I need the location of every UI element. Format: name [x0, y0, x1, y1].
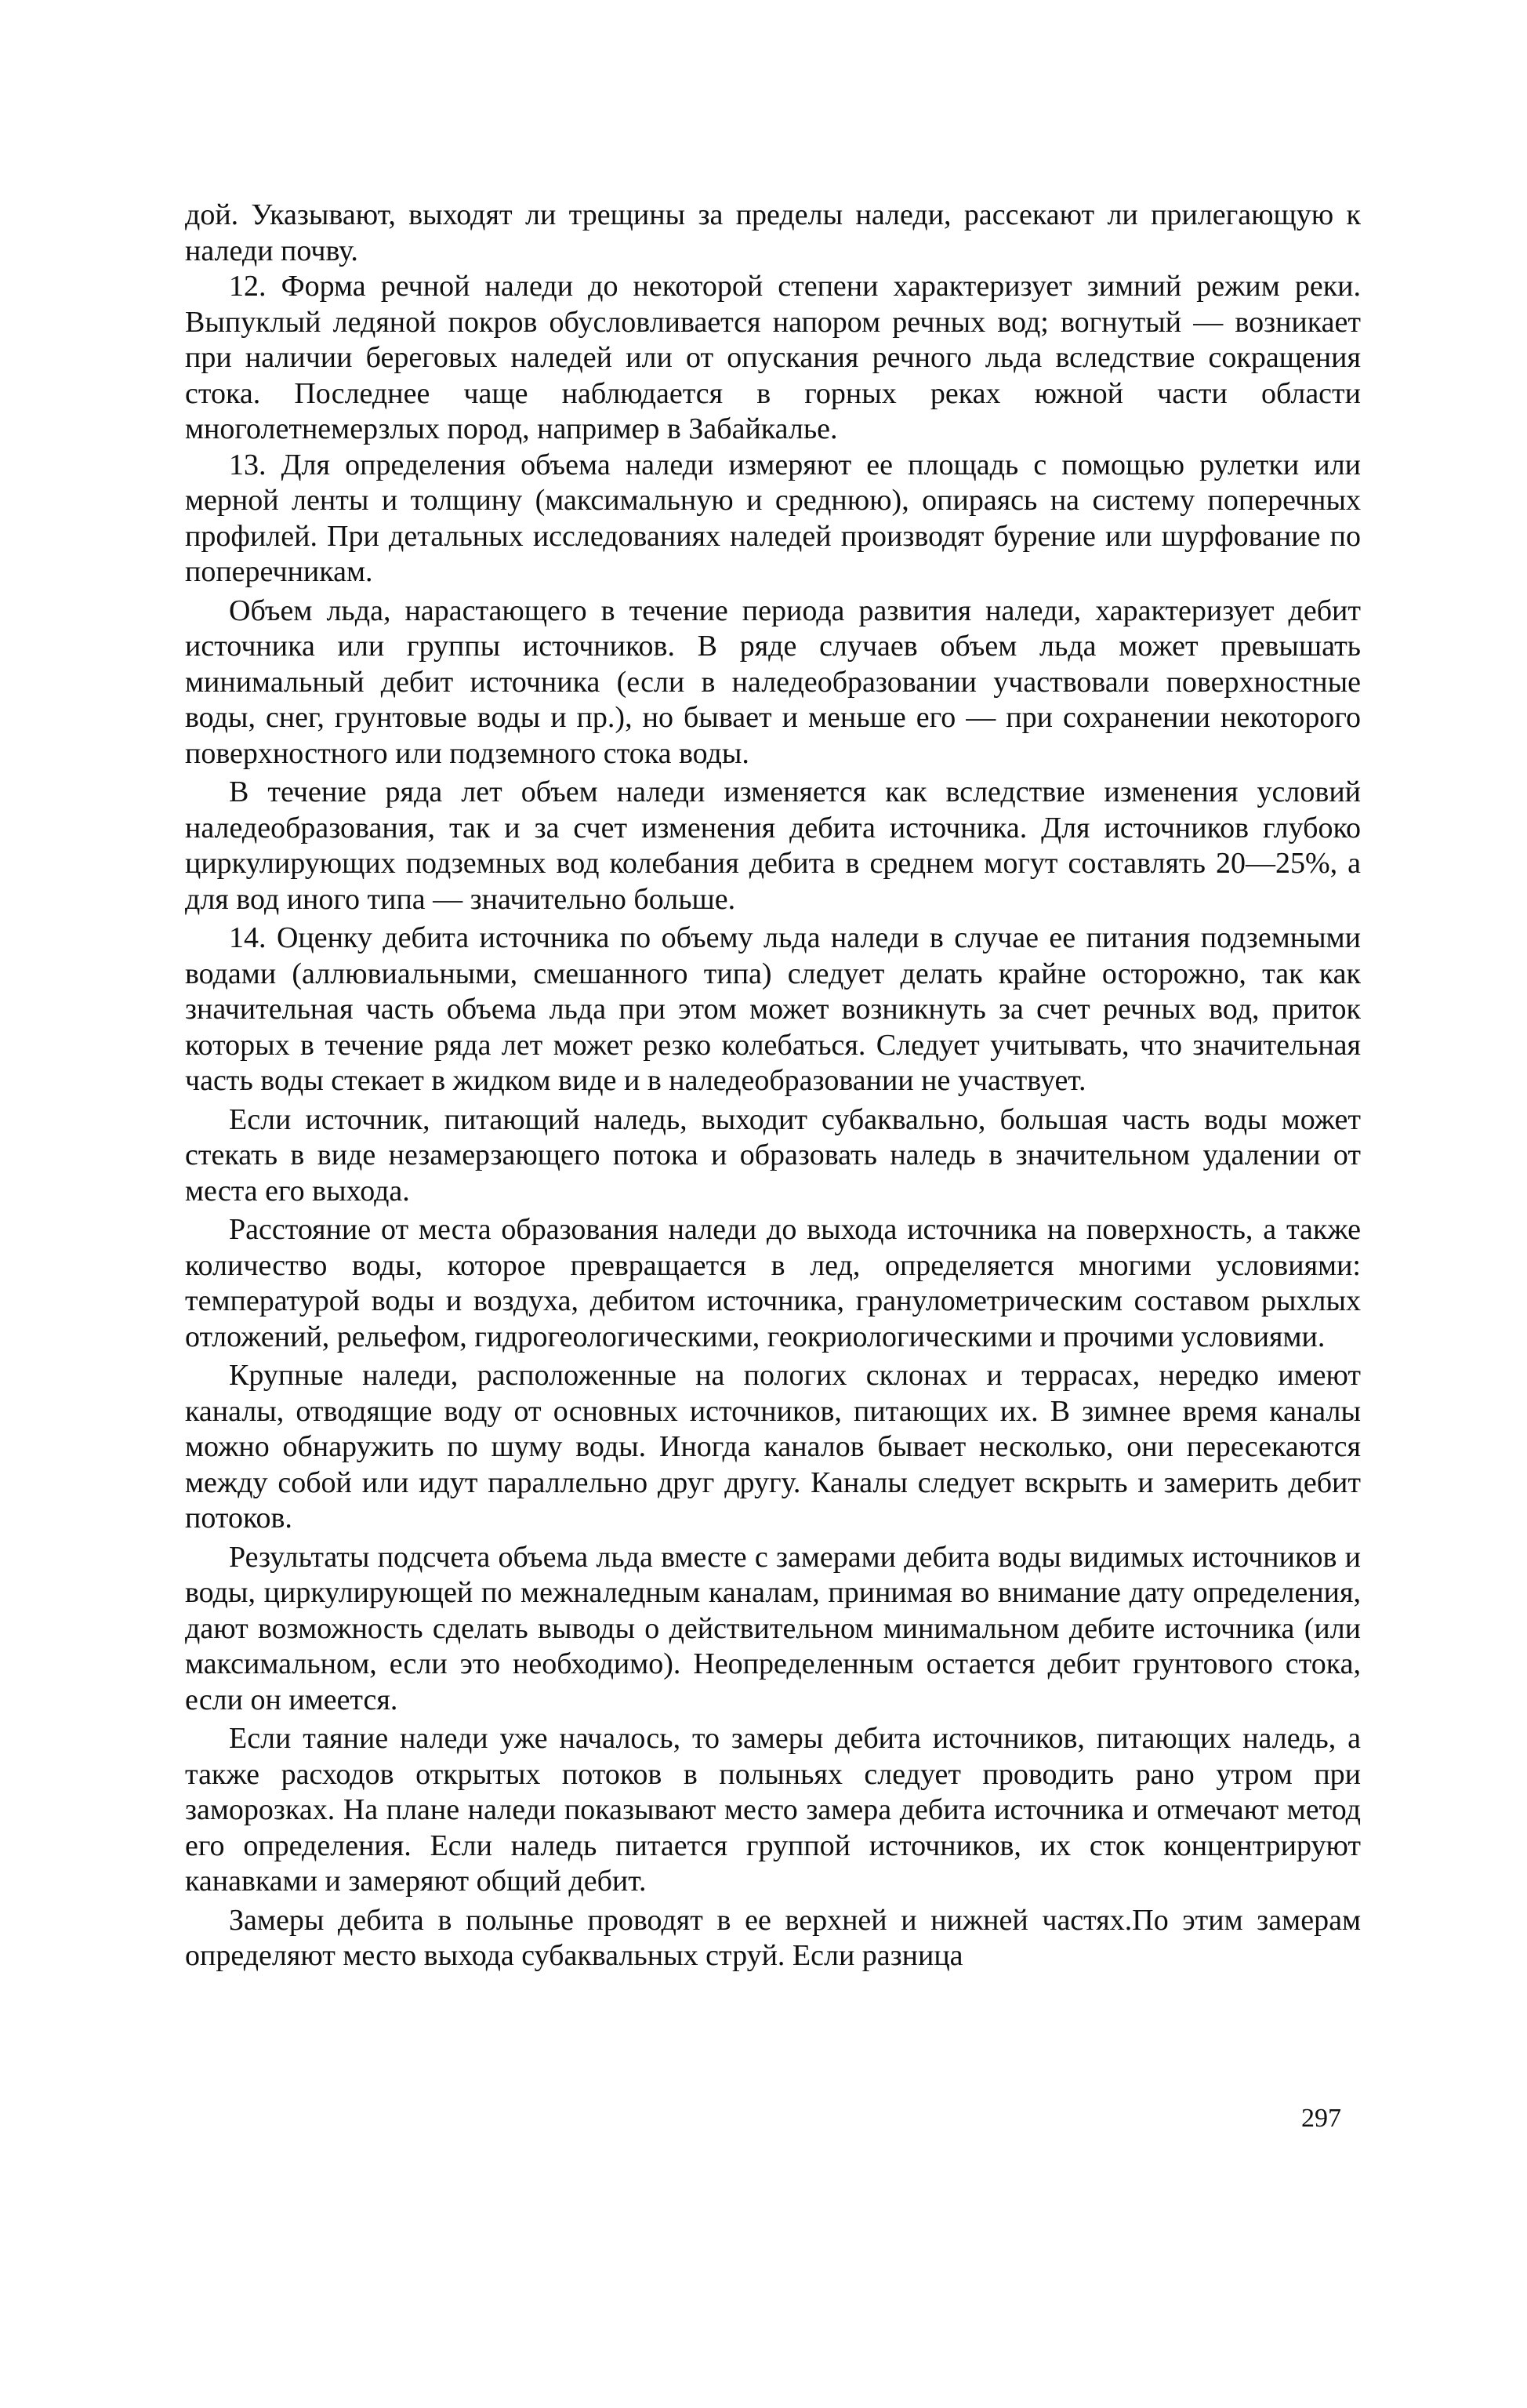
page-number: 297	[1301, 2104, 1341, 2133]
paragraph: Расстояние от места образования наледи до выхода источника на поверхность, а также количество воды, которое превращается в лед, определяется многими условиями: температурой воды и воздуха, дебитом источника, гранулометрическим составом рыхлых отложений, рельефом, гидрогеологическими, геокриологическими и прочими условиями.	[185, 1213, 1361, 1353]
paragraph: Объем льда, нарастающего в течение периода развития наледи, характеризует дебит источника или группы источников. В ряде случаев объем льда может превышать минимальный дебит источника (если в наледеобразовании участвовали поверхностные воды, снег, грунтовые воды и пр.), но бывает и меньше его — при сохранении некоторого поверхностного или подземного стока воды.	[185, 594, 1361, 770]
paragraph: Результаты подсчета объема льда вместе с замерами дебита воды видимых источников и воды, циркулирующей по межналедным каналам, принимая во внимание дату определения, дают возможность сделать выводы о действительном минимальном дебите источника (или максимальном, если это необходимо). Неопределенным остается дебит грунтового стока, если он имеется.	[185, 1540, 1361, 1716]
paragraph: Крупные наледи, расположенные на пологих склонах и террасах, нередко имеют каналы, отводящие воду от основных источников, питающих их. В зимнее время каналы можно обнаружить по шуму воды. Иногда каналов бывает несколько, они пересекаются между собой или идут параллельно друг другу. Каналы следует вскрыть и замерить дебит потоков.	[185, 1359, 1361, 1535]
page-body	[185, 198, 1361, 1974]
paragraph: Если источник, питающий наледь, выходит субаквально, большая часть воды может стекать в виде незамерзающего потока и образовать наледь в значительном удалении от места его выхода.	[185, 1102, 1361, 1208]
paragraph: 13. Для определения объема наледи измеряют ее площадь с помощью рулетки или мерной ленты и толщину (максимальную и среднюю), опираясь на систему поперечных профилей. При детальных исследованиях наледей производят бурение или шурфование по поперечникам.	[185, 448, 1361, 588]
paragraph: 14. Оценку дебита источника по объему льда наледи в случае ее питания подземными водами (аллювиальными, смешанного типа) следует делать крайне осторожно, так как значительная часть объема льда при этом может возникнуть за счет речных вод, приток которых в течение ряда лет может резко колебаться. Следует учитывать, что значительная часть воды стекает в жидком виде и в наледеобразовании не участвует.	[185, 921, 1361, 1097]
paragraph: В течение ряда лет объем наледи изменяется как вследствие изменения условий наледеобразования, так и за счет изменения дебита источника. Для источников глубоко циркулирующих подземных вод колебания дебита в среднем могут составлять 20—25%, а для вод иного типа — значительно больше.	[185, 775, 1361, 916]
paragraph: 12. Форма речной наледи до некоторой степени характеризует зимний режим реки. Выпуклый ледяной покров обусловливается напором речных вод; вогнутый — возникает при наличии береговых наледей или от опускания речного льда вследствие сокращения стока. Последнее чаще наблюдается в горных реках южной части области многолетнемерзлых пород, например в Забайкалье.	[185, 270, 1361, 445]
paragraph: Если таяние наледи уже началось, то замеры дебита источников, питающих наледь, а также расходов открытых потоков в полыньях следует проводить рано утром при заморозках. На плане наледи показывают место замера дебита источника и отмечают метод его определения. Если наледь питается группой источников, их сток концентрируют канавками и замеряют общий дебит.	[185, 1722, 1361, 1898]
paragraph: дой. Указывают, выходят ли трещины за пределы наледи, рассекают ли прилегающую к наледи почву.	[185, 198, 1361, 267]
paragraph: Замеры дебита в полынье проводят в ее верхней и нижней частях.По этим замерам определяют место выхода субаквальных струй. Если разница	[185, 1903, 1361, 1972]
